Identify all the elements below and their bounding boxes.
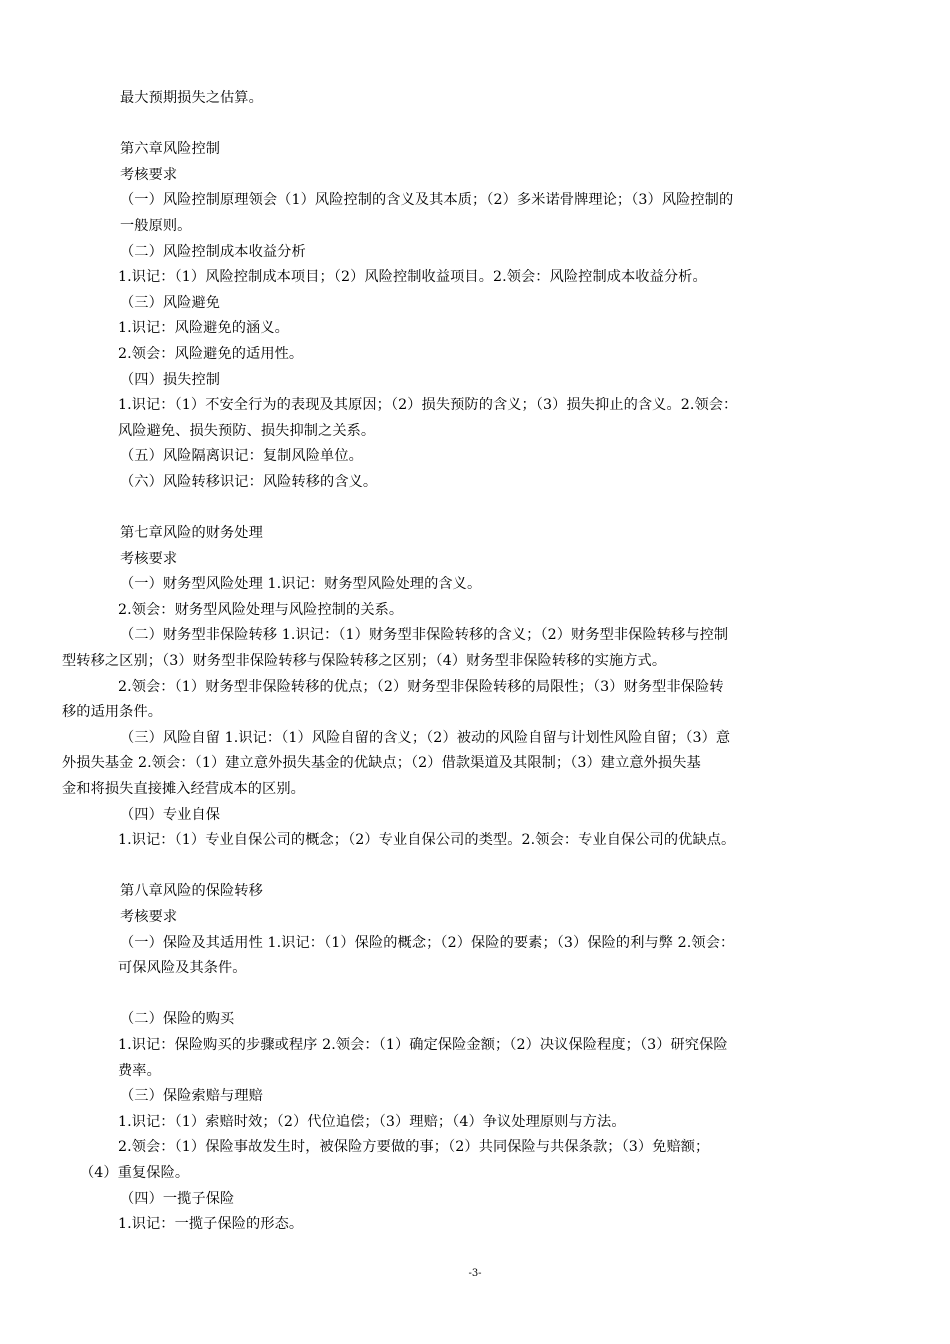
text-line: 1.识记：保险购买的步骤或程序 2.领会：（1）确定保险金额；（2）决议保险程度；（3）研究保险 xyxy=(118,1036,728,1053)
document-body xyxy=(62,86,868,1238)
text-line: （二）财务型非保险转移 1.识记：（1）财务型非保险转移的含义；（2）财务型非保险转移与控制 xyxy=(120,627,729,644)
text-line: 第七章风险的财务处理 xyxy=(120,525,263,542)
text-line: （四）专业自保 xyxy=(120,806,221,823)
text-line: 第六章风险控制 xyxy=(120,141,221,158)
text-line: 可保风险及其条件。 xyxy=(118,960,247,977)
text-line: 考核要求 xyxy=(120,166,178,183)
text-line: 外损失基金 2.领会：（1）建立意外损失基金的优缺点；（2）借款渠道及其限制；（3）建立意外损失基 xyxy=(62,755,701,772)
text-line: （一）风险控制原理领会（1）风险控制的含义及其本质；（2）多米诺骨牌理论；（3）风险控制的 xyxy=(120,192,734,209)
text-line: 2.领会：风险避免的适用性。 xyxy=(118,345,304,362)
text-line: 型转移之区别；（3）财务型非保险转移与保险转移之区别；（4）财务型非保险转移的实施方式。 xyxy=(62,653,667,670)
blank-line xyxy=(120,496,868,522)
blank-line xyxy=(120,112,868,138)
text-line: 移的适用条件。 xyxy=(62,704,163,721)
text-line: 费率。 xyxy=(118,1062,161,1079)
text-line: 金和将损失直接摊入经营成本的区别。 xyxy=(62,781,305,798)
text-line: 1.识记：（1）专业自保公司的概念；（2）专业自保公司的类型。2.领会：专业自保公司的优缺点。 xyxy=(118,832,736,849)
text-line: 2.领会：财务型风险处理与风险控制的关系。 xyxy=(118,601,404,618)
text-line: （五）风险隔离识记：复制风险单位。 xyxy=(120,448,363,465)
text-line: （三）风险自留 1.识记：（1）风险自留的含义；（2）被动的风险自留与计划性风险自留；（3）意 xyxy=(120,729,731,746)
text-line: （三）风险避免 xyxy=(120,294,221,311)
text-line: 最大预期损失之估算。 xyxy=(120,90,263,106)
text-line: 第八章风险的保险转移 xyxy=(120,883,263,900)
text-line: 1.识记：（1）风险控制成本项目；（2）风险控制收益项目。2.领会：风险控制成本收益分析。 xyxy=(118,269,707,286)
text-line: （四）一揽子保险 xyxy=(120,1190,235,1207)
text-line: 1.识记：（1）索赔时效；（2）代位追偿；（3）理赔；（4）争议处理原则与方法。 xyxy=(118,1113,626,1130)
text-line: 一般原则。 xyxy=(120,217,192,234)
text-line: （三）保险索赔与理赔 xyxy=(120,1088,263,1105)
page-number: -3- xyxy=(468,1268,482,1279)
text-line: （一）财务型风险处理 1.识记：财务型风险处理的含义。 xyxy=(120,576,482,593)
text-line: 1.识记：风险避免的涵义。 xyxy=(118,320,289,337)
text-line: （二）保险的购买 xyxy=(120,1011,235,1028)
text-line: 考核要求 xyxy=(120,550,178,567)
text-line: （4）重复保险。 xyxy=(80,1164,190,1181)
blank-line xyxy=(120,982,868,1008)
text-line: （二）风险控制成本收益分析 xyxy=(120,243,306,260)
text-line: 2.领会：（1）保险事故发生时，被保险方要做的事；（2）共同保险与共保条款；（3）免赔额； xyxy=(118,1139,710,1156)
text-line: （六）风险转移识记：风险转移的含义。 xyxy=(120,473,378,490)
text-line: 2.领会：（1）财务型非保险转移的优点；（2）财务型非保险转移的局限性；（3）财务型非保险转 xyxy=(118,678,724,695)
text-line: 1.识记：一揽子保险的形态。 xyxy=(118,1216,304,1233)
blank-line xyxy=(120,854,868,880)
text-line: 风险避免、损失预防、损失抑制之关系。 xyxy=(118,422,376,439)
text-line: 考核要求 xyxy=(120,909,178,925)
text-line: 1.识记：（1）不安全行为的表现及其原因；（2）损失预防的含义；（3）损失抑止的含义。2.领会： xyxy=(118,397,738,414)
text-line: （一）保险及其适用性 1.识记：（1）保险的概念；（2）保险的要素；（3）保险的利与弊 2.领会： xyxy=(120,934,735,951)
text-line: （四）损失控制 xyxy=(120,371,221,388)
